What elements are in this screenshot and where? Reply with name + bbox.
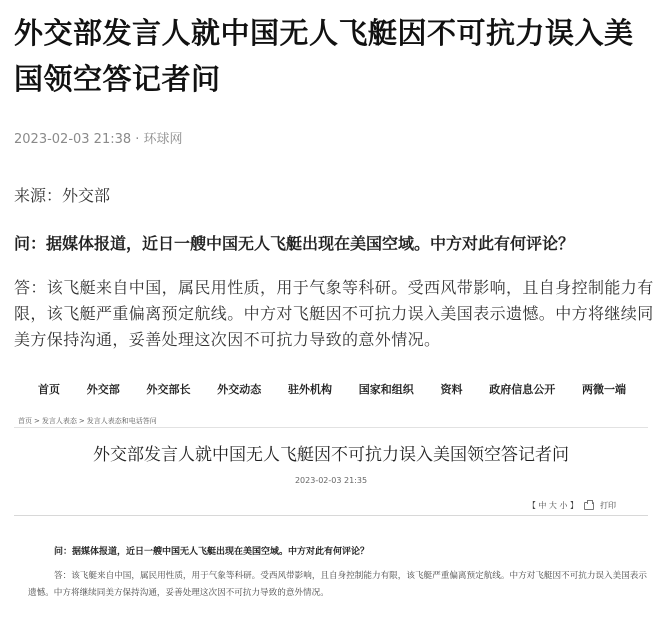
divider [14,427,648,428]
nav-item-ministry[interactable]: 外交部 [86,383,120,396]
embedded-screenshot [14,372,648,612]
nav-item-diplomatic-news[interactable]: 外交动态 [217,383,262,396]
nav-item-gov-info[interactable]: 政府信息公开 [489,383,556,396]
embedded-title: 外交部发言人就中国无人飞艇因不可抗力误入美国领空答记者问 [93,445,569,465]
article-answer: 答：该飞艇来自中国，属民用性质，用于气象等科研。受西风带影响，且自身控制能力有限，该飞艇严重偏离预定航线。中方对飞艇因不可抗力误入美国表示遗憾。中方将继续同美方保持沟通，妥善处理这次因不可抗力导致的意外情况。 [14,278,654,349]
print-link[interactable]: 打印 [600,501,616,510]
article-source: 来源：外交部 [14,186,111,205]
article-question: 问：据媒体报道，近日一艘中国无人飞艇出现在美国空域。中方对此有何评论？ [14,234,575,253]
breadcrumb [18,416,157,426]
embedded-question: 问：据媒体报道，近日一艘中国无人飞艇出现在美国空域。中方对此有何评论？ [54,547,370,557]
breadcrumb-separator: > [34,417,40,425]
nav-item-resources[interactable]: 资料 [440,383,463,396]
breadcrumb-statements[interactable]: 发言人表态 [41,417,77,425]
font-size-controls[interactable]: 【 中 大 小 】 [527,501,578,510]
breadcrumb-separator: > [78,417,85,425]
nav-item-countries[interactable]: 国家和组织 [358,383,414,396]
article-headline: 外交部发言人就中国无人飞艇因不可抗力误入美国领空答记者问 [14,16,634,96]
embedded-nav-bar [14,372,648,406]
breadcrumb-home[interactable]: 首页 [18,417,32,425]
article-meta: 2023-02-03 21:38 · 环球网 [14,132,183,147]
nav-item-minister[interactable]: 外交部长 [146,383,191,396]
nav-item-social[interactable]: 两微一端 [582,383,626,396]
nav-item-home[interactable]: 首页 [38,383,60,396]
breadcrumb-current[interactable]: 发言人表态和电话答问 [86,417,157,425]
nav-item-missions[interactable]: 驻外机构 [288,383,332,396]
print-icon[interactable] [584,502,594,510]
article-tools [528,500,616,511]
embedded-date: 2023-02-03 21:35 [294,476,368,485]
divider [14,515,648,516]
embedded-answer: 答：该飞艇来自中国，属民用性质，用于气象等科研。受西风带影响，且自身控制能力有限，该飞艇严重偏离预定航线。中方对飞艇因不可抗力误入美国表示遗憾。中方将继续同美方保持沟通，妥善处理这次因不可抗力导致的意外情况。 [28,571,647,598]
